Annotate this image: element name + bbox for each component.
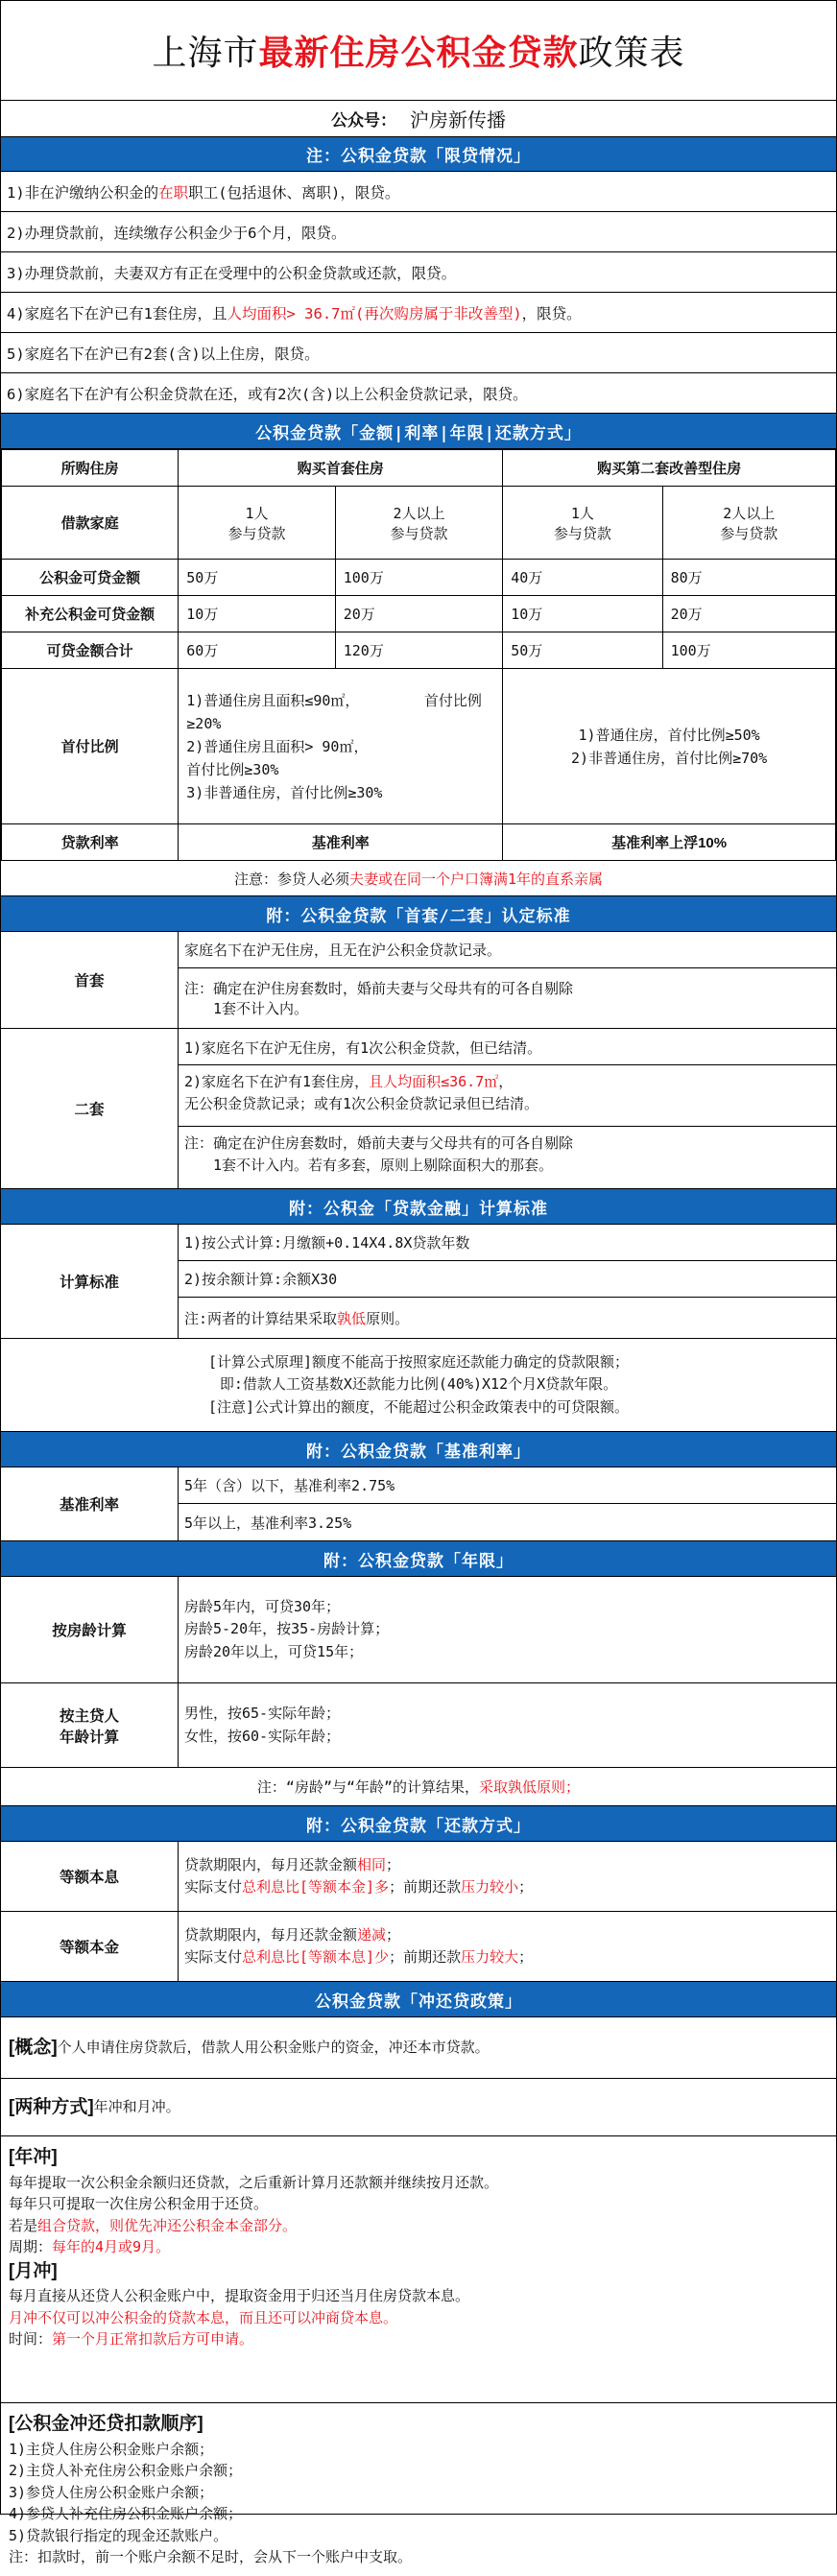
- page-title: [1, 1, 836, 101]
- limit-item-text: 3)办理贷款前，夫妻双方有正在受理中的公积金贷款或还款，限贷。: [7, 264, 457, 282]
- year-tag: [年冲]: [9, 2147, 58, 2167]
- limit-item-red: 在职: [158, 183, 189, 202]
- equal-interest-l1: 贷款期限内，每月还款金额: [184, 1855, 358, 1873]
- limit-item-text: 5)家庭名下在沪已有2套(含)以上住房，限贷。: [7, 345, 320, 363]
- baserate-line: 5年以上，基准利率3.25%: [184, 1514, 352, 1532]
- limit-item-text: 1)非在沪缴纳公积金的: [7, 183, 159, 202]
- calc-text: 注:两者的计算结果采取: [184, 1309, 338, 1327]
- supp-value: 10万: [179, 596, 335, 632]
- month-line-red: 月冲不仅可以冲公积金的贷款本息，而且还可以冲商贷本息。: [9, 2308, 398, 2326]
- equal-principal-l1-red: 递减: [357, 1925, 387, 1944]
- family-note-red: 夫妻或在同一个户口簿满1年的直系亲属: [348, 870, 604, 888]
- row-supplementary: 补充公积金可贷金额: [2, 596, 179, 632]
- second-home-line: [179, 1127, 836, 1188]
- limit-item-text: 2)办理贷款前，连续缴存公积金少于6个月，限贷。: [7, 224, 347, 242]
- section-header-limit: 注：公积金贷款「限贷情况」: [1, 137, 836, 172]
- limit-item-rest: 职工(包括退休、离职)，限贷。: [188, 183, 400, 202]
- total-value: 100万: [662, 632, 835, 669]
- calc-rest: 原则。: [366, 1309, 410, 1327]
- second-home-block: [1, 1029, 836, 1189]
- second-home-red: 且人均面积≤36.7㎡: [369, 1073, 499, 1090]
- equal-principal-text: [179, 1912, 836, 1981]
- calc-block: [1, 1225, 836, 1339]
- limit-item-red: 人均面积> 36.7㎡(再次购房属于非改善型): [227, 304, 522, 322]
- offset-concept: [1, 2017, 836, 2079]
- limit-item: [1, 373, 836, 414]
- equal-principal-l2-mid: ；前期还款: [389, 1948, 462, 1966]
- term-note: [1, 1768, 836, 1806]
- equal-interest-label: 等额本息: [1, 1842, 179, 1911]
- calc-label: 计算标准: [1, 1225, 179, 1338]
- equal-interest-block: [1, 1842, 836, 1912]
- loan-value: 40万: [503, 560, 662, 596]
- term-person-block: [1, 1683, 836, 1768]
- title-prefix: 上海市: [152, 33, 259, 72]
- year-line: 每年提取一次公积金余额归还贷款，之后重新计算月还款额并继续按月还款。: [9, 2173, 499, 2191]
- section-header-repay: 附：公积金贷款「还款方式」: [1, 1806, 836, 1842]
- supp-value: 10万: [503, 596, 662, 632]
- year-line: 每年只可提取一次住房公积金用于还贷。: [9, 2195, 269, 2212]
- baserate-line: 5年（含）以下，基准利率2.75%: [179, 1467, 836, 1504]
- term-age-block: [1, 1577, 836, 1683]
- second-home-line: [179, 1065, 836, 1127]
- row-rate: 贷款利率: [2, 824, 179, 861]
- equal-interest-l2-red: 总利息比[等额本金]多: [242, 1878, 390, 1896]
- offset-order: [1, 2403, 836, 2576]
- section-header-amount: 公积金贷款「金额|利率|年限|还款方式」: [1, 414, 836, 449]
- concept-text: 个人申请住房贷款后，借款人用公积金账户的资金，冲还本市贷款。: [57, 2038, 490, 2056]
- title-highlight: 最新住房公积金贷款: [258, 33, 579, 72]
- concept-tag: [概念]: [9, 2037, 58, 2058]
- equal-interest-l2-red2: 压力较小: [461, 1878, 519, 1896]
- term-person-label: 按主贷人 年龄计算: [1, 1683, 179, 1767]
- second-home-rest: ， 无公积金贷款记录；或有1次公积金贷款记录但已结清。: [184, 1073, 539, 1112]
- loan-value: 80万: [662, 560, 835, 596]
- term-age-label: 按房龄计算: [1, 1577, 179, 1682]
- year-line3-prefix: 若是: [9, 2216, 38, 2234]
- order-line: 2)主贷人补充住房公积金账户余额；: [9, 2462, 243, 2479]
- month-line3-red: 第一个月正常扣款后方可申请。: [52, 2330, 254, 2348]
- first-two-person: 2人以上 参与贷款: [335, 487, 502, 560]
- limit-item: [1, 293, 836, 333]
- first-home-header: 购买首套住房: [179, 450, 503, 487]
- row-total: 可贷金额合计: [2, 632, 179, 669]
- year-line3-red: 组合贷款，则优先冲还公积金本金部分。: [37, 2216, 298, 2234]
- down-payment-second: 1)普通住房，首付比例≥50% 2)非普通住房，首付比例≥70%: [503, 669, 836, 824]
- section-header-standard: 附：公积金贷款「首套/二套」认定标准: [1, 896, 836, 932]
- year-line4-prefix: 周期：: [9, 2238, 53, 2255]
- supp-value: 20万: [335, 596, 502, 632]
- term-note-red: 采取孰低原则；: [479, 1778, 581, 1796]
- second-one-person: 1人 参与贷款: [503, 487, 662, 560]
- supp-value: 20万: [662, 596, 835, 632]
- row-loan: 公积金可贷金额: [2, 560, 179, 596]
- order-line: 5)贷款银行指定的现金还款账户。: [9, 2526, 228, 2544]
- limit-item: [1, 333, 836, 373]
- equal-interest-l2: 实际支付: [184, 1878, 243, 1896]
- mode-text: 年冲和月冲。: [93, 2097, 180, 2115]
- equal-principal-label: 等额本金: [1, 1912, 179, 1981]
- calc-text: 1)按公式计算:月缴额+0.14X4.8X贷款年数: [184, 1234, 470, 1252]
- order-line: 3)参贷人住房公积金账户余额；: [9, 2483, 214, 2501]
- term-person-text: 男性，按65-实际年龄； 女性，按60-实际年龄；: [184, 1705, 341, 1745]
- equal-interest-l2-rest: ；: [518, 1878, 534, 1896]
- calc-line: [179, 1225, 836, 1261]
- order-line: 1)主贷人住房公积金账户余额；: [9, 2440, 214, 2458]
- loan-value: 100万: [335, 560, 502, 596]
- section-header-term: 附：公积金贷款「年限」: [1, 1541, 836, 1577]
- limit-item: [1, 172, 836, 212]
- first-home-line: 家庭名下在沪无住房，且无在沪公积金贷款记录。: [179, 932, 836, 968]
- limit-list: [1, 172, 836, 414]
- first-home-label: 首套: [1, 932, 179, 1028]
- family-note: [1, 861, 836, 896]
- calc-red: 孰低: [337, 1309, 367, 1327]
- baserate-block: [1, 1467, 836, 1541]
- equal-principal-l1-rest: ；: [386, 1925, 401, 1944]
- equal-principal-l2-rest: ；: [518, 1948, 534, 1966]
- limit-item: [1, 252, 836, 293]
- section-header-baserate: 附：公积金贷款「基准利率」: [1, 1432, 836, 1467]
- equal-interest-l1-rest: ；: [386, 1855, 401, 1873]
- first-home-note: 注：确定在沪住房套数时，婚前夫妻与父母共有的可各自剔除 1套不计入内。: [184, 980, 574, 1017]
- month-tag: [月冲]: [9, 2260, 58, 2281]
- loan-value: 50万: [179, 560, 335, 596]
- amount-table: [1, 449, 836, 861]
- row-family: 借款家庭: [2, 487, 179, 560]
- account-line: [1, 101, 836, 137]
- limit-item-text: 4)家庭名下在沪已有1套住房，且: [7, 304, 227, 322]
- order-tag: [公积金冲还贷扣款顺序]: [9, 2414, 203, 2434]
- calc-line: [179, 1298, 836, 1338]
- account-name: 沪房新传播: [410, 110, 506, 131]
- month-line3-prefix: 时间：: [9, 2330, 53, 2348]
- account-label: 公众号：: [331, 111, 396, 130]
- order-line: 注：扣款时，前一个账户余额不足时，会从下一个账户中支取。: [9, 2548, 413, 2565]
- total-value: 50万: [503, 632, 662, 669]
- equal-principal-block: [1, 1912, 836, 1982]
- equal-interest-text: [179, 1842, 836, 1911]
- equal-interest-l2-mid: ；前期还款: [389, 1878, 462, 1896]
- term-note-prefix: 注：“房龄”与“年龄”的计算结果，: [256, 1778, 480, 1796]
- row-down-payment: 首付比例: [2, 669, 179, 824]
- offset-year-month: [1, 2136, 836, 2403]
- section-header-calc: 附：公积金「贷款金融」计算标准: [1, 1189, 836, 1225]
- year-line4-red: 每年的4月或9月。: [52, 2238, 171, 2255]
- rate-second: 基准利率上浮10%: [503, 824, 836, 861]
- title-suffix: 政策表: [578, 33, 685, 72]
- month-line: 每月直接从还贷人公积金账户中，提取资金用于归还当月住房贷款本息。: [9, 2287, 470, 2304]
- calc-line: [179, 1261, 836, 1298]
- limit-item-text: 6)家庭名下在沪有公积金贷款在还，或有2次(含)以上公积金贷款记录，限贷。: [7, 385, 528, 403]
- second-home-header: 购买第二套改善型住房: [503, 450, 836, 487]
- equal-principal-l2-red2: 压力较大: [461, 1948, 519, 1966]
- second-home-label: 二套: [1, 1029, 179, 1188]
- second-home-text: 注：确定在沪住房套数时，婚前夫妻与父母共有的可各自剔除 1套不计入内。若有多套，原则上剔除面积大的那套。: [184, 1134, 574, 1174]
- limit-item-rest: ，限贷。: [521, 304, 582, 322]
- family-note-prefix: 注意：参贷人必须: [233, 870, 349, 888]
- baserate-label: 基准利率: [1, 1467, 179, 1540]
- equal-interest-l1-red: 相同: [357, 1855, 387, 1873]
- down-payment-first: 1)普通住房且面积≤90㎡， 首付比例≥20% 2)普通住房且面积> 90㎡， 首付比例≥30% 3)非普通住房，首付比例≥30%: [179, 669, 503, 824]
- order-line: 4)参贷人补充住房公积金账户余额；: [9, 2505, 243, 2522]
- section-header-offset: 公积金贷款「冲还贷政策」: [1, 1982, 836, 2017]
- second-home-line: [179, 1029, 836, 1065]
- rate-first: 基准利率: [179, 824, 503, 861]
- calc-text: 2)按余额计算:余额X30: [184, 1271, 338, 1288]
- limit-item: [1, 212, 836, 252]
- equal-principal-l2: 实际支付: [184, 1948, 243, 1966]
- calc-principle: [计算公式原理]额度不能高于按照家庭还款能力确定的贷款限额； 即:借款人工资基数X还款能力比例(40%)X12个月X贷款年限。 [注意]公式计算出的额度，不能超过公积金政策表中的可贷限额。: [1, 1339, 836, 1432]
- second-home-text: 1)家庭名下在沪无住房，有1次公积金贷款，但已结清。: [184, 1039, 542, 1057]
- total-value: 120万: [335, 632, 502, 669]
- first-one-person: 1人 参与贷款: [179, 487, 335, 560]
- offset-modes: [1, 2079, 836, 2136]
- col-house: 所购住房: [2, 450, 179, 487]
- mode-tag: [两种方式]: [9, 2096, 94, 2117]
- total-value: 60万: [179, 632, 335, 669]
- term-age-text: 房龄5年内，可贷30年； 房龄5-20年，按35-房龄计算； 房龄20年以上，可贷15年；: [184, 1598, 390, 1660]
- equal-principal-l2-red: 总利息比[等额本息]少: [242, 1948, 390, 1966]
- second-two-person: 2人以上 参与贷款: [662, 487, 835, 560]
- equal-principal-l1: 贷款期限内，每月还款金额: [184, 1925, 358, 1944]
- second-home-text: 2)家庭名下在沪有1套住房，: [184, 1073, 370, 1090]
- first-home-block: [1, 932, 836, 1029]
